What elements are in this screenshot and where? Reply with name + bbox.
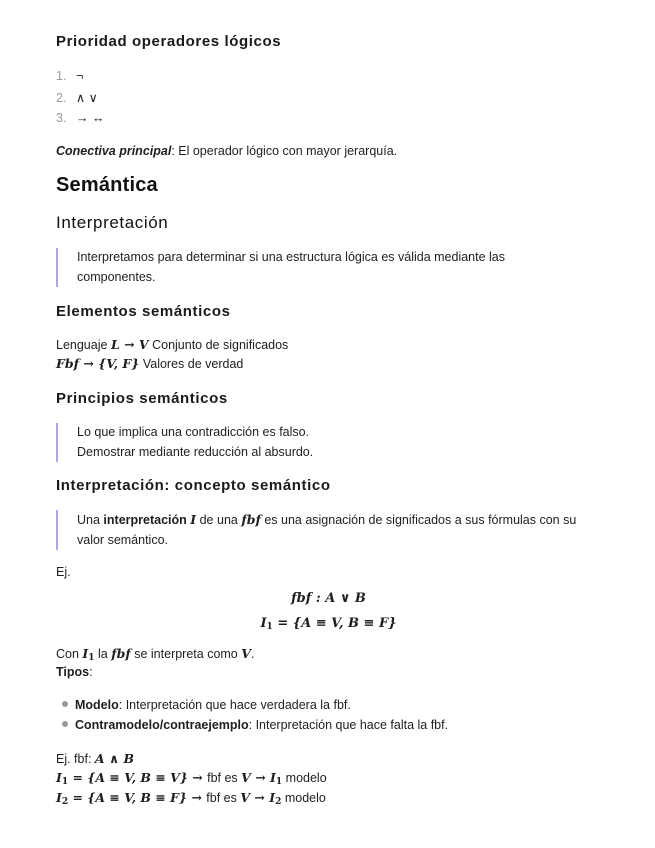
list-number: 3. (56, 111, 67, 125)
text: es una asignación de significados a sus fórmulas con su (264, 513, 577, 527)
text: Lenguaje (56, 338, 108, 352)
quote-line (77, 510, 576, 531)
tipos-label (56, 665, 93, 679)
text: la (98, 647, 108, 661)
principios-heading: Principios semánticos (56, 390, 228, 407)
math-expression: I (56, 770, 62, 785)
equation-2 (56, 615, 601, 632)
ej-label: Ej. (56, 565, 71, 579)
conectiva-paragraph (56, 144, 397, 158)
text: fbf es (207, 771, 238, 785)
math-expression: = {A ≡ V, B ≡ F} → (68, 790, 207, 805)
math-expression: I (269, 790, 276, 805)
text: Valores de verdad (142, 357, 244, 371)
subscript: 1 (275, 777, 283, 787)
elementos-heading: Elementos semánticos (56, 303, 231, 320)
text: de una (199, 513, 238, 527)
interpretacion-quote (56, 248, 536, 287)
math-expression: L → V (110, 337, 149, 352)
tipos-item-1 (62, 698, 351, 712)
tipo-text: : Interpretación que hace falta la fbf. (248, 718, 449, 732)
tipo-term: Contramodelo/contraejemplo (75, 718, 249, 732)
math-expression: V (241, 646, 251, 661)
term: interpretación (103, 513, 187, 527)
prioridad-heading: Prioridad operadores lógicos (56, 33, 282, 50)
conectiva-text: : El operador lógico con mayor jerarquía. (171, 144, 398, 158)
math-expression: I (190, 512, 197, 527)
math-expression: = {A ≡ V, B ≡ V} → (68, 770, 208, 785)
quote-line: Demostrar mediante reducción al absurdo. (77, 444, 314, 459)
tipos-item-2 (62, 718, 448, 732)
math-expression: I (56, 790, 62, 805)
math-expression: A ∧ B (94, 751, 135, 766)
tipo-text: : Interpretación que hace verdadera la fbf. (118, 698, 351, 712)
list-item-1 (56, 69, 83, 83)
list-item-3 (56, 111, 104, 125)
math-expression: fbf (241, 512, 261, 527)
ej2-line (56, 751, 134, 766)
text: Conjunto de significados (152, 338, 289, 352)
model-line-1 (56, 770, 327, 787)
math-expression: = {A ≡ V, B ≡ F} (272, 616, 397, 631)
text: Con (56, 647, 79, 661)
math-expression: fbf : A ∨ B (291, 591, 366, 606)
bullet-icon (62, 721, 68, 727)
tipos-term: Tipos (56, 665, 90, 679)
math-expression: I (260, 616, 267, 631)
text: modelo (285, 771, 327, 785)
conectiva-term: Conectiva principal (56, 144, 172, 158)
elementos-line-1 (56, 337, 288, 352)
list-number: 2. (56, 91, 67, 105)
subscript: 1 (61, 777, 69, 787)
subscript: 2 (61, 797, 69, 807)
math-expression: I (270, 770, 276, 785)
tipo-term: Modelo (75, 698, 119, 712)
text: fbf es (206, 791, 237, 805)
subscript: 2 (275, 797, 282, 807)
quote-text: Interpretamos para determinar si una estructura lógica es válida mediante las componentes. (77, 250, 505, 284)
subscript: 1 (266, 622, 273, 632)
math-expression: Fbf → {V, F} (56, 356, 140, 371)
math-expression: V → (240, 790, 270, 805)
list-item-2 (56, 90, 98, 105)
math-expression: fbf (111, 646, 131, 661)
text: . (250, 647, 255, 661)
list-ops: ¬ (76, 69, 84, 83)
text: : (89, 665, 93, 679)
interpretacion-heading: Interpretación (56, 213, 169, 232)
math-expression: V → (241, 770, 271, 785)
model-line-2 (56, 790, 326, 807)
text: Una (77, 513, 100, 527)
list-ops: ∧ ∨ (76, 91, 98, 105)
subscript: 1 (88, 653, 95, 663)
elementos-line-2 (56, 356, 243, 371)
list-number: 1. (56, 69, 67, 83)
principios-quote (56, 423, 313, 462)
text: Ej. fbf: (56, 752, 92, 766)
semantica-heading: Semántica (56, 174, 158, 196)
con-paragraph (56, 646, 254, 663)
quote-line: valor semántico. (77, 532, 169, 547)
text: se interpreta como (134, 647, 238, 661)
math-expression: I (82, 646, 89, 661)
quote-line: Lo que implica una contradicción es falso. (77, 425, 310, 439)
concepto-quote (56, 510, 576, 550)
list-ops: → ↔ (76, 111, 105, 125)
equation-1 (56, 590, 601, 606)
concepto-heading: Interpretación: concepto semántico (56, 477, 331, 494)
bullet-icon (62, 701, 68, 707)
text: modelo (284, 791, 326, 805)
